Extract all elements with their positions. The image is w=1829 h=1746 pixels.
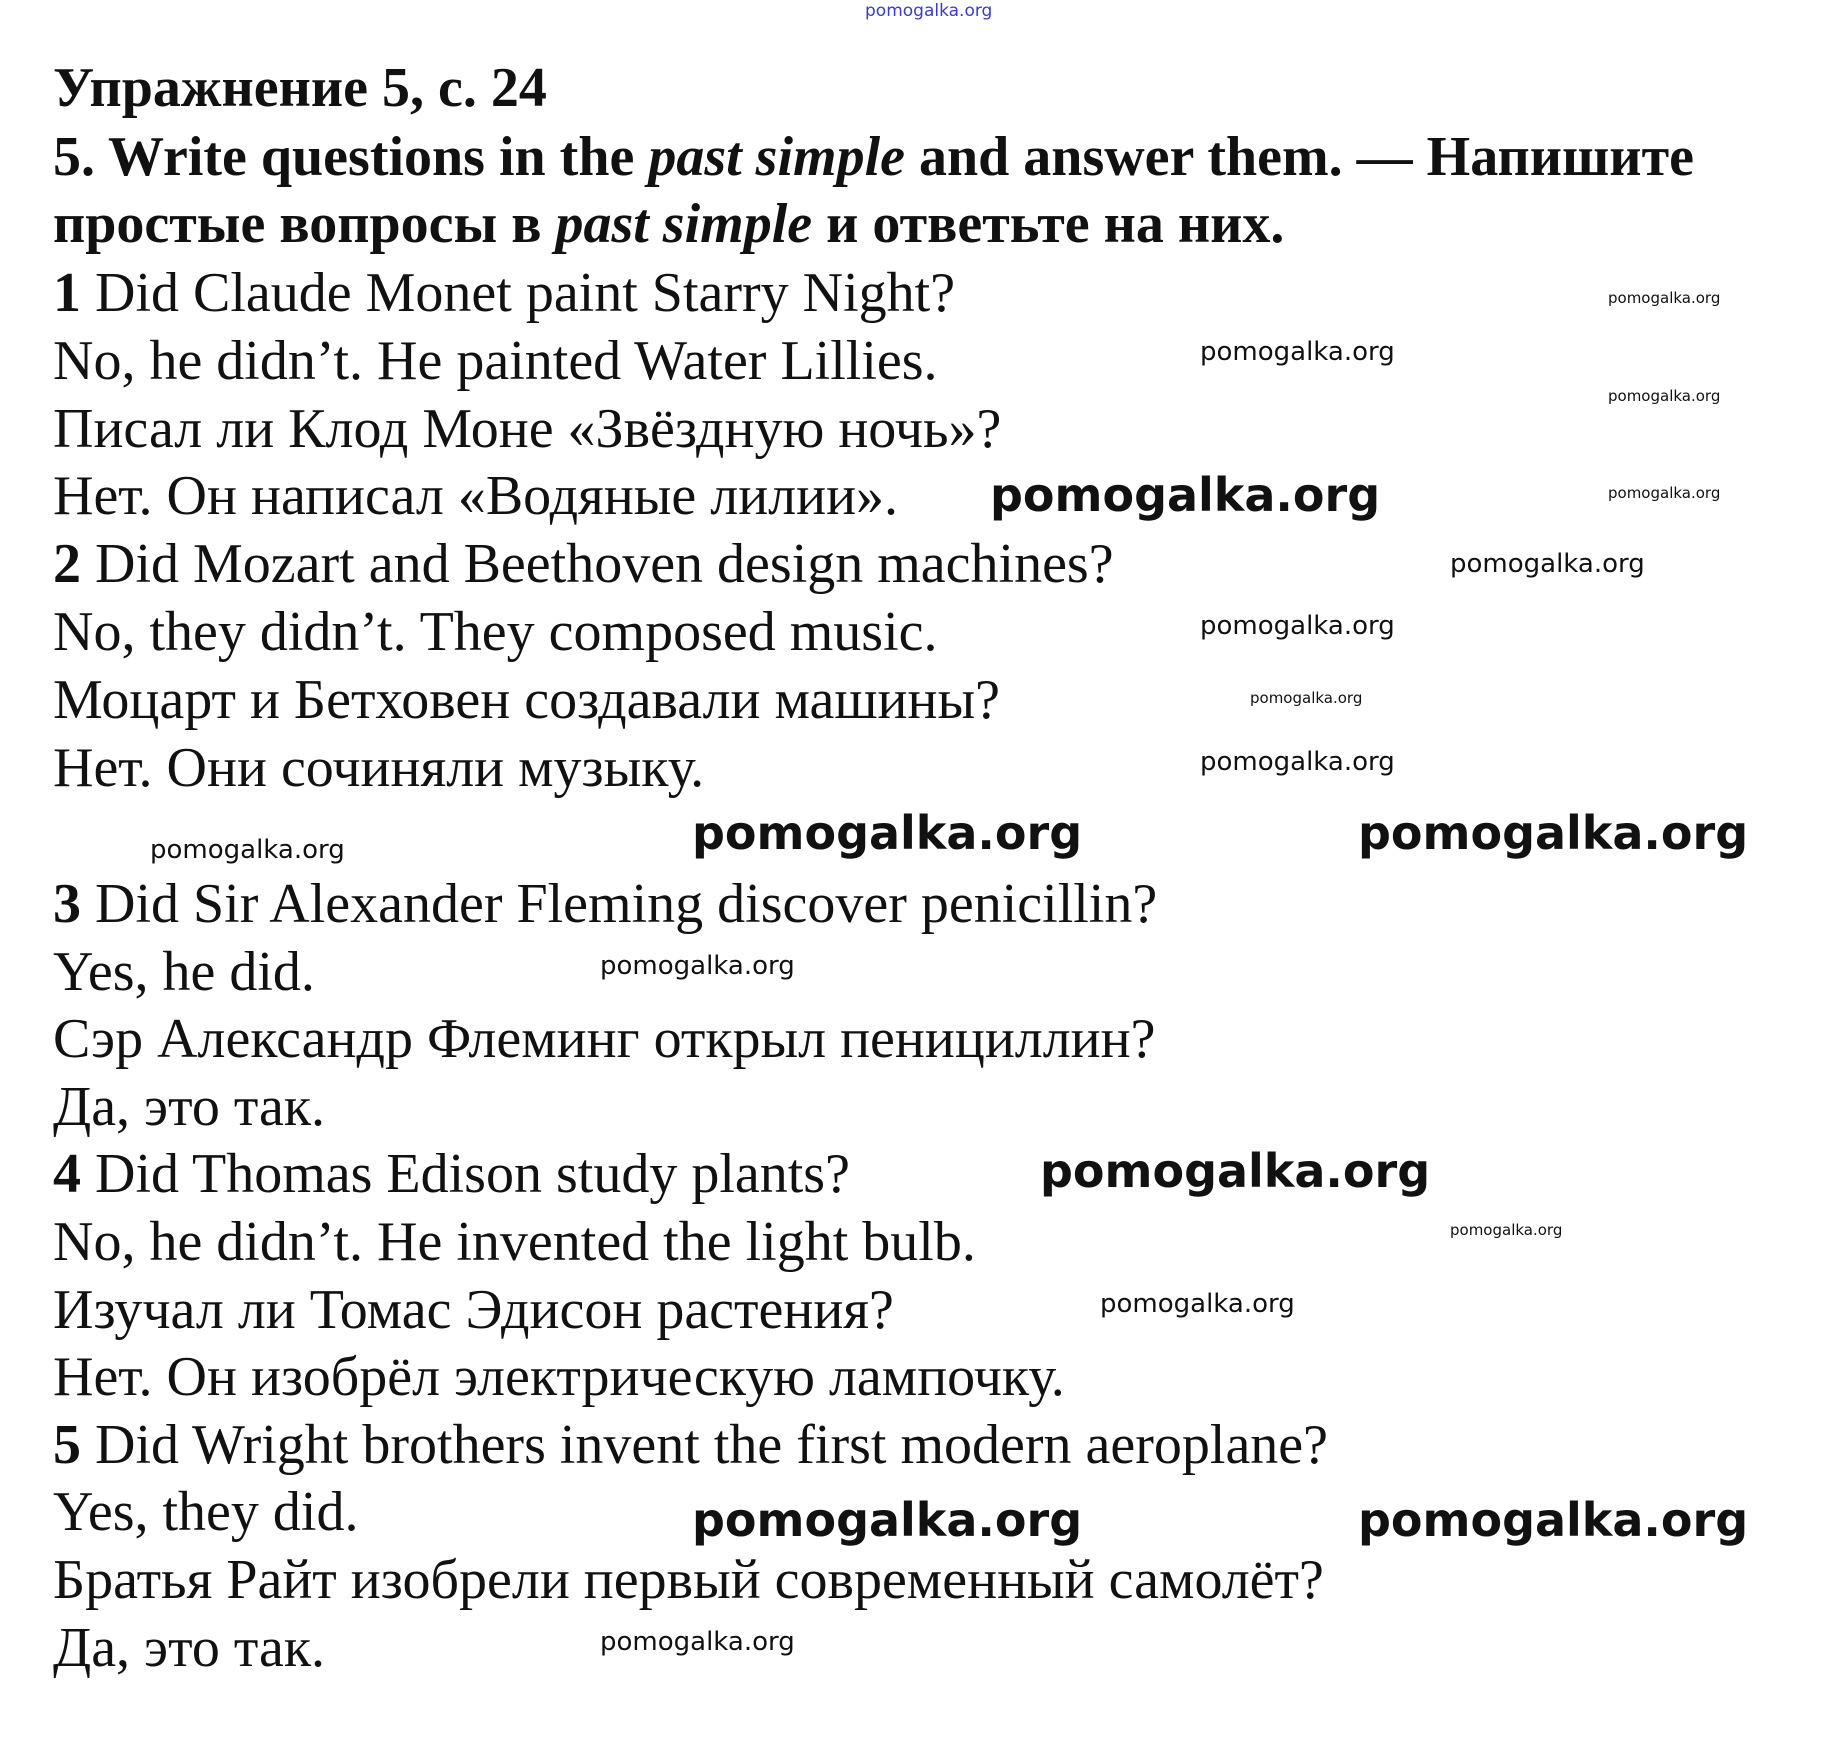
- item-answer: [53, 598, 938, 666]
- watermark-text: pomogalka.org: [1358, 1493, 1749, 1547]
- item-answer: [53, 327, 938, 395]
- watermark-text: pomogalka.org: [1250, 689, 1363, 707]
- item-text: Моцарт и Бетховен создавали машины?: [53, 669, 1000, 731]
- task-text: и ответьте на них.: [812, 193, 1285, 255]
- item-text: Yes, he did.: [53, 941, 315, 1003]
- watermark-text: pomogalka.org: [1450, 549, 1645, 579]
- watermark-text: pomogalka.org: [1358, 806, 1749, 860]
- item-ru-answer: [53, 1614, 325, 1682]
- item-number: 1: [53, 262, 81, 324]
- item-ru-question: [53, 1546, 1324, 1614]
- item-answer: [53, 1478, 358, 1546]
- item-question: [53, 1411, 1328, 1479]
- watermark-text: pomogalka.org: [1450, 1221, 1563, 1239]
- item-ru-answer: [53, 1073, 325, 1141]
- item-question: [53, 870, 1157, 938]
- exercise-title: Упражнение 5, с. 24: [53, 57, 547, 119]
- task-italic: past simple: [555, 193, 813, 255]
- watermark-text: pomogalka.org: [692, 1493, 1083, 1547]
- item-question: [53, 259, 955, 327]
- watermark-text: pomogalka.org: [692, 806, 1083, 860]
- item-number: 3: [53, 873, 81, 935]
- watermark-text: pomogalka.org: [865, 1, 993, 21]
- item-number: 4: [53, 1143, 81, 1205]
- item-text: Нет. Он изобрёл электрическую лампочку.: [53, 1346, 1065, 1408]
- watermark-text: pomogalka.org: [600, 1627, 795, 1657]
- task-text: 5. Write questions in the: [53, 126, 649, 188]
- item-text: No, he didn’t. He painted Water Lillies.: [53, 330, 938, 392]
- item-question: [53, 1140, 850, 1208]
- item-text: Did Thomas Edison study plants?: [95, 1143, 850, 1205]
- item-ru-answer: [53, 462, 898, 530]
- item-ru-question: [53, 1276, 894, 1344]
- item-ru-question: [53, 1005, 1155, 1073]
- item-question: [53, 530, 1114, 598]
- item-text: Did Claude Monet paint Starry Night?: [95, 262, 956, 324]
- watermark-text: pomogalka.org: [600, 951, 795, 981]
- task-italic: past simple: [648, 126, 906, 188]
- item-text: No, they didn’t. They composed music.: [53, 601, 938, 663]
- watermark-text: pomogalka.org: [1608, 387, 1721, 405]
- item-number: 5: [53, 1414, 81, 1476]
- task-instruction-line-2: [53, 190, 1284, 258]
- task-instruction-line-1: [53, 123, 1694, 191]
- item-text: Did Sir Alexander Fleming discover penicillin?: [95, 873, 1158, 935]
- item-answer: [53, 938, 315, 1006]
- item-text: Did Mozart and Beethoven design machines?: [95, 533, 1114, 595]
- item-ru-question: [53, 395, 1001, 463]
- item-text: Сэр Александр Флеминг открыл пенициллин?: [53, 1008, 1156, 1070]
- watermark-text: pomogalka.org: [1200, 747, 1395, 777]
- item-ru-answer: [53, 1343, 1065, 1411]
- watermark-text: pomogalka.org: [1200, 337, 1395, 367]
- item-text: No, he didn’t. He invented the light bulb.: [53, 1211, 976, 1273]
- item-ru-answer: [53, 734, 704, 802]
- task-text: and answer them. — Напишите: [905, 126, 1694, 188]
- watermark-text: pomogalka.org: [1200, 611, 1395, 641]
- item-text: Did Wright brothers invent the first modern aeroplane?: [95, 1414, 1329, 1476]
- item-ru-question: [53, 666, 1000, 734]
- item-text: Yes, they did.: [53, 1481, 359, 1543]
- item-text: Да, это так.: [53, 1076, 326, 1138]
- watermark-text: pomogalka.org: [1608, 484, 1721, 502]
- item-text: Изучал ли Томас Эдисон растения?: [53, 1279, 894, 1341]
- watermark-text: pomogalka.org: [150, 835, 345, 865]
- item-text: Да, это так.: [53, 1617, 326, 1679]
- item-text: Нет. Они сочиняли музыку.: [53, 737, 705, 799]
- item-text: Писал ли Клод Моне «Звёздную ночь»?: [53, 398, 1002, 460]
- watermark-text: pomogalka.org: [1040, 1144, 1431, 1198]
- watermark-text: pomogalka.org: [1608, 289, 1721, 307]
- item-text: Братья Райт изобрели первый современный самолёт?: [53, 1549, 1324, 1611]
- item-text: Нет. Он написал «Водяные лилии».: [53, 465, 899, 527]
- watermark-text: pomogalka.org: [1100, 1289, 1295, 1319]
- watermark-text: pomogalka.org: [990, 468, 1381, 522]
- item-answer: [53, 1208, 976, 1276]
- task-text: простые вопросы в: [53, 193, 556, 255]
- item-number: 2: [53, 533, 81, 595]
